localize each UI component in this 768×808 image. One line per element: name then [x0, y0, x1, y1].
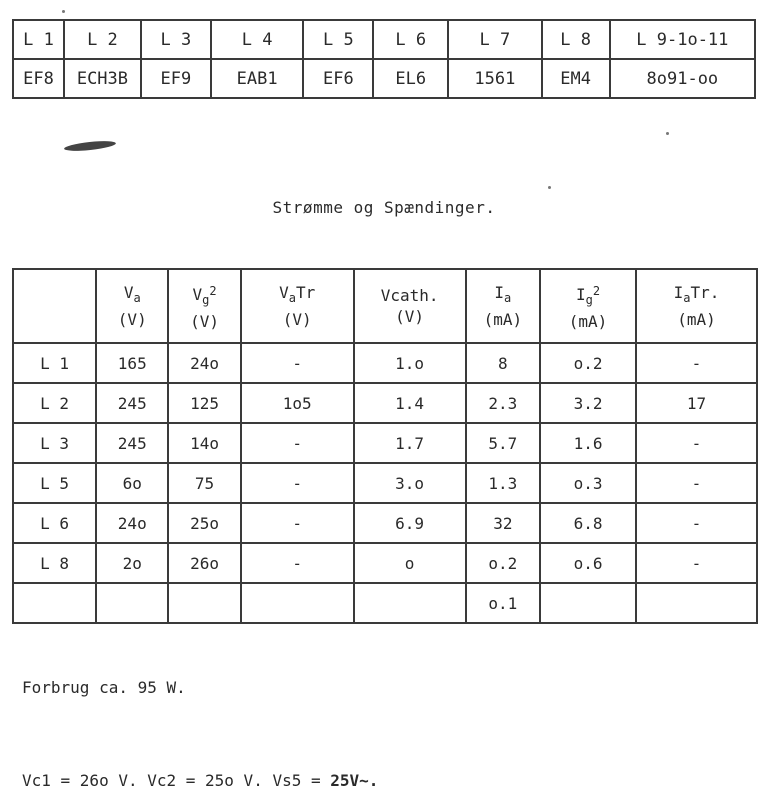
measurement-cell: 24o — [96, 503, 168, 543]
measurement-table — [12, 268, 758, 624]
measurement-body — [13, 343, 757, 623]
tube-position-cell: L 3 — [141, 20, 211, 59]
measurement-cell: o.3 — [540, 463, 636, 503]
measurement-cell: 24o — [168, 343, 240, 383]
measurement-cell: 1.4 — [354, 383, 466, 423]
measurement-cell: - — [241, 503, 354, 543]
tube-position-cell: L 8 — [542, 20, 610, 59]
measurement-row — [13, 463, 757, 503]
measurement-header-row — [13, 269, 757, 343]
tube-position-cell: L 2 — [64, 20, 141, 59]
header-superscript: 2 — [592, 283, 601, 298]
header-unit: (mA) — [677, 310, 716, 329]
measurement-cell: 245 — [96, 423, 168, 463]
header-unit: (V) — [395, 307, 425, 326]
header-symbol: Vcath. — [380, 286, 439, 305]
tube-position-cell: L 4 — [211, 20, 303, 59]
measurement-cell: 3.2 — [540, 383, 636, 423]
measurement-cell: o.6 — [540, 543, 636, 583]
tube-position-row — [13, 20, 755, 59]
measurement-cell: - — [636, 463, 757, 503]
measurement-cell — [168, 583, 240, 623]
measurement-cell: 2.3 — [466, 383, 541, 423]
measurement-cell: 1.3 — [466, 463, 541, 503]
paper-speck — [62, 10, 65, 13]
tube-position-cell: L 7 — [448, 20, 541, 59]
measurement-cell: o — [354, 543, 466, 583]
header-symbol: I — [673, 283, 684, 302]
measurement-cell: 1.6 — [540, 423, 636, 463]
header-subscript: a — [133, 291, 141, 305]
header-unit: (V) — [190, 311, 220, 331]
header-subscript: a — [683, 291, 691, 305]
header-unit: (mA) — [483, 310, 523, 329]
measurement-cell: 2o — [96, 543, 168, 583]
measurement-column-header — [540, 269, 636, 343]
measurement-cell: - — [241, 463, 354, 503]
tube-position-cell: L 1 — [13, 20, 64, 59]
tube-type-cell: EF8 — [13, 59, 64, 98]
ink-smudge — [64, 139, 117, 152]
measurement-row — [13, 423, 757, 463]
header-superscript: 2 — [209, 283, 217, 298]
header-symbol: I — [575, 284, 586, 304]
measurement-cell — [354, 583, 466, 623]
measurement-cell: 1.o — [354, 343, 466, 383]
header-subscript: a — [504, 291, 512, 305]
tube-type-row — [13, 59, 755, 98]
tube-type-cell: EAB1 — [211, 59, 303, 98]
voltage-note-emphasis: 25V~. — [330, 771, 379, 790]
measurement-cell: 26o — [168, 543, 240, 583]
tube-label-cell — [13, 583, 96, 623]
measurement-column-header — [241, 269, 354, 343]
measurement-cell: 5.7 — [466, 423, 541, 463]
tube-type-cell: 1561 — [448, 59, 541, 98]
tube-position-cell: L 6 — [373, 20, 448, 59]
measurement-cell: o.2 — [540, 343, 636, 383]
measurement-cell: 245 — [96, 383, 168, 423]
measurement-cell — [241, 583, 354, 623]
measurement-cell: 25o — [168, 503, 240, 543]
measurement-row — [13, 343, 757, 383]
measurement-cell: 1o5 — [241, 383, 354, 423]
measurement-cell: - — [241, 423, 354, 463]
measurement-cell: - — [241, 343, 354, 383]
measurement-cell — [636, 583, 757, 623]
header-subscript: a — [288, 291, 296, 305]
tube-type-cell: ECH3B — [64, 59, 141, 98]
tube-position-cell: L 9-1o-11 — [610, 20, 755, 59]
header-suffix: Tr — [296, 283, 316, 302]
measurement-cell: - — [636, 423, 757, 463]
tube-position-cell: L 5 — [303, 20, 373, 59]
measurement-cell: 125 — [168, 383, 240, 423]
tube-label-cell: L 3 — [13, 423, 96, 463]
measurement-cell: o.1 — [466, 583, 541, 623]
measurement-row — [13, 583, 757, 623]
measurement-cell: - — [636, 503, 757, 543]
measurement-row — [13, 503, 757, 543]
tube-type-cell: EF9 — [141, 59, 211, 98]
measurement-column-header — [466, 269, 541, 343]
measurement-cell: 6.9 — [354, 503, 466, 543]
header-subscript: g — [585, 292, 593, 307]
measurement-cell: 17 — [636, 383, 757, 423]
measurement-column-header — [96, 269, 168, 343]
measurement-cell: 3.o — [354, 463, 466, 503]
tube-type-cell: 8o91-oo — [610, 59, 755, 98]
measurement-row — [13, 383, 757, 423]
section-title: Strømme og Spændinger. — [272, 198, 496, 217]
measurement-cell: 165 — [96, 343, 168, 383]
measurement-cell: 14o — [168, 423, 240, 463]
tube-type-cell: EF6 — [303, 59, 373, 98]
measurement-cell: - — [636, 343, 757, 383]
measurement-column-header — [636, 269, 757, 343]
tube-label-cell: L 6 — [13, 503, 96, 543]
header-suffix: Tr. — [690, 283, 720, 302]
tube-label-cell: L 8 — [13, 543, 96, 583]
header-subscript: g — [202, 292, 210, 307]
paper-speck — [666, 132, 669, 135]
measurement-cell: 6o — [96, 463, 168, 503]
header-unit: (V) — [282, 310, 312, 329]
measurement-cell: 32 — [466, 503, 541, 543]
measurement-column-header — [168, 269, 240, 343]
measurement-cell: 1.7 — [354, 423, 466, 463]
tube-position-table — [12, 19, 756, 99]
header-symbol: I — [494, 283, 505, 302]
header-symbol: V — [123, 283, 134, 302]
power-consumption-note: Forbrug ca. 95 W. — [22, 678, 186, 697]
tube-label-cell: L 5 — [13, 463, 96, 503]
header-unit: (mA) — [568, 311, 608, 331]
header-symbol: V — [192, 284, 203, 304]
tube-label-cell: L 1 — [13, 343, 96, 383]
measurement-cell: 75 — [168, 463, 240, 503]
paper-speck — [548, 186, 551, 189]
measurement-cell — [96, 583, 168, 623]
measurement-column-header — [354, 269, 466, 343]
voltage-note — [22, 771, 378, 790]
measurement-row — [13, 543, 757, 583]
measurement-column-header — [13, 269, 96, 343]
measurement-cell: 8 — [466, 343, 541, 383]
measurement-cell: - — [241, 543, 354, 583]
voltage-note-text: Vc1 = 26o V. Vc2 = 25o V. Vs5 = — [22, 771, 331, 790]
tube-label-cell: L 2 — [13, 383, 96, 423]
measurement-cell: - — [636, 543, 757, 583]
header-unit: (V) — [117, 310, 147, 329]
measurement-cell: 6.8 — [540, 503, 636, 543]
tube-type-cell: EL6 — [373, 59, 448, 98]
measurement-cell — [540, 583, 636, 623]
measurement-cell: o.2 — [466, 543, 541, 583]
tube-type-cell: EM4 — [542, 59, 610, 98]
header-symbol: V — [279, 283, 289, 302]
